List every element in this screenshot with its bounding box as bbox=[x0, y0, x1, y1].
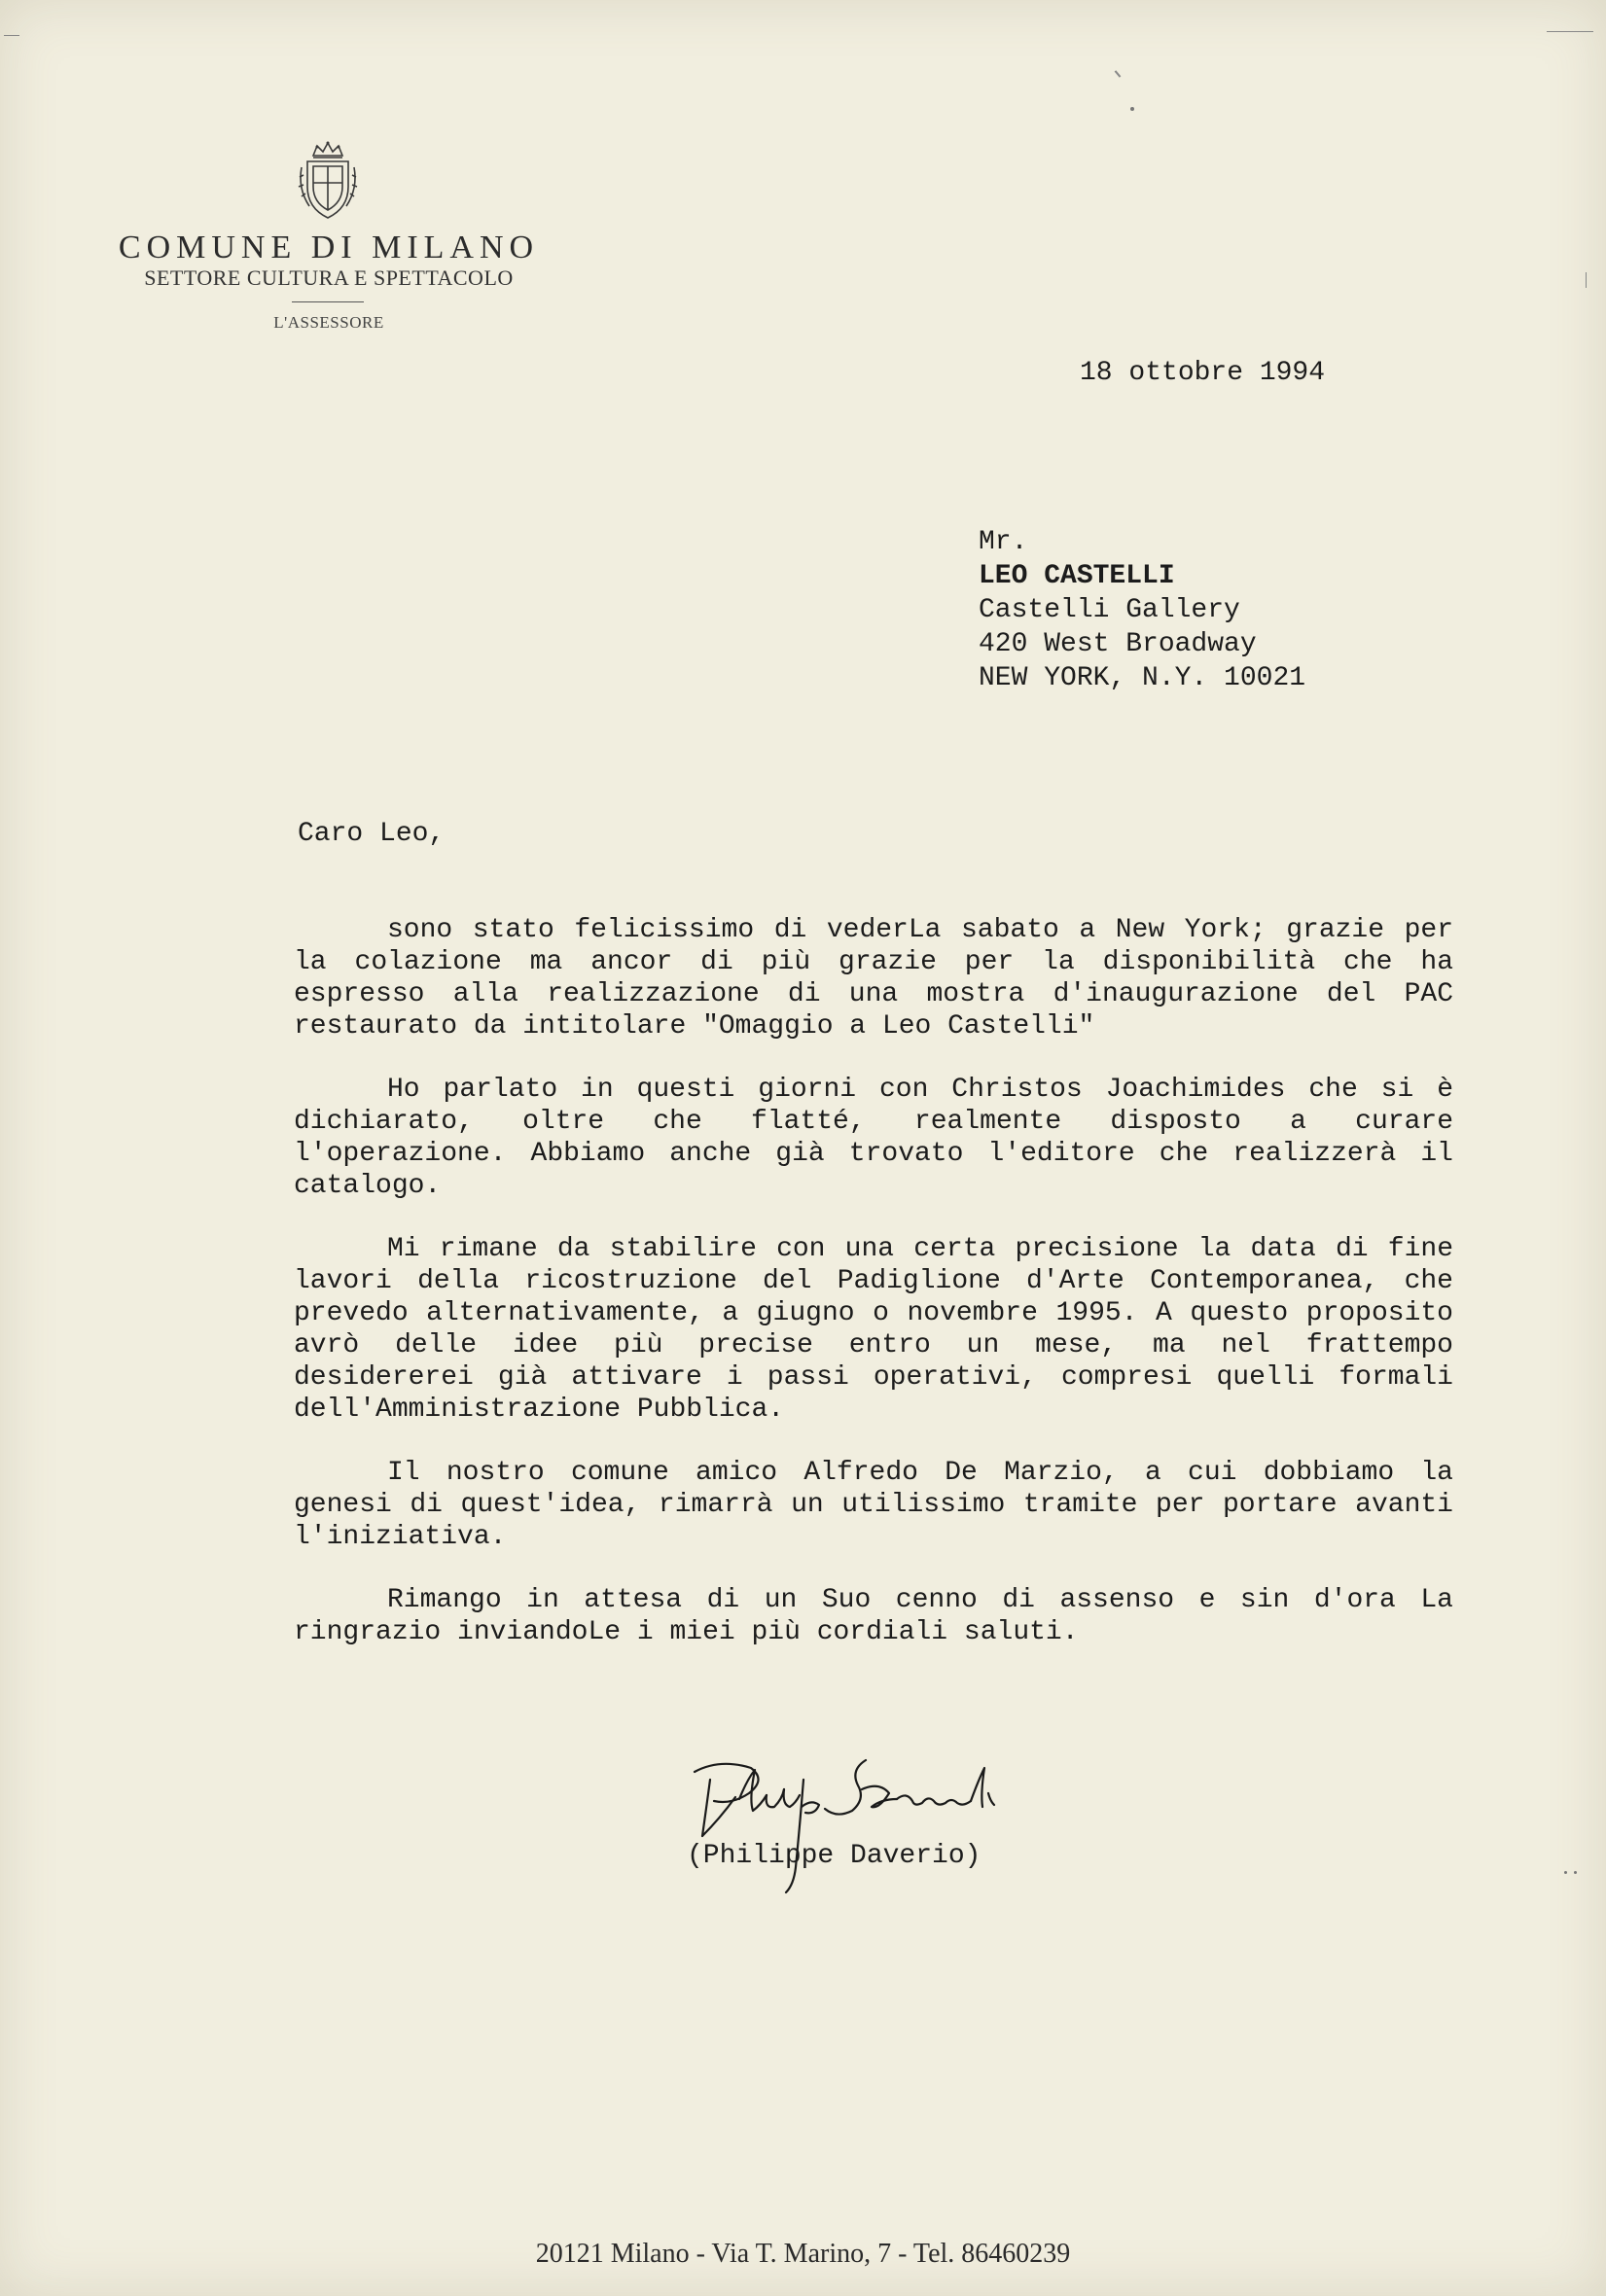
letterhead-divider bbox=[292, 301, 364, 302]
scan-speck bbox=[1130, 107, 1134, 111]
scan-speck bbox=[1574, 1871, 1577, 1874]
body-paragraph: sono stato felicissimo di vederLa sabato a New York; grazie per la colazione ma ancor di più grazie per la disponibilità che ha espresso alla realizzazione di una mostra d'inaugurazione del PAC restaurato da intitolare "Omaggio a Leo Castelli" bbox=[294, 915, 1453, 1042]
recipient-name: LEO CASTELLI bbox=[979, 561, 1175, 591]
scan-mark bbox=[1586, 272, 1587, 288]
letterhead-department: SETTORE CULTURA E SPETTACOLO bbox=[144, 265, 514, 290]
letterhead-footer-address: 20121 Milano - Via T. Marino, 7 - Tel. 86460239 bbox=[535, 2239, 1071, 2269]
recipient-street: 420 West Broadway bbox=[979, 629, 1257, 659]
recipient-address bbox=[979, 525, 1305, 695]
body-paragraph: Rimango in attesa di un Suo cenno di assenso e sin d'ora La ringrazio inviandoLe i miei più cordiali saluti. bbox=[294, 1585, 1453, 1647]
scan-mark bbox=[1115, 70, 1122, 77]
salutation: Caro Leo, bbox=[298, 819, 446, 849]
scan-mark bbox=[1547, 31, 1593, 32]
letter-date: 18 ottobre 1994 bbox=[1080, 358, 1326, 388]
typed-signature: (Philippe Daverio) bbox=[687, 1841, 981, 1871]
recipient-company: Castelli Gallery bbox=[979, 595, 1240, 625]
body-paragraph: Mi rimane da stabilire con una certa precisione la data di fine lavori della ricostruzione del Padiglione d'Arte Contemporanea, che prevedo alternativamente, a giugno o novembre 1995. A questo proposito avrò delle idee più precise entro un mese, ma nel frattempo desidererei già attivare i passi operativi, compresi quelli formali dell'Amministrazione Pubblica. bbox=[294, 1234, 1453, 1425]
letter-body bbox=[294, 914, 1453, 1679]
body-paragraph: Il nostro comune amico Alfredo De Marzio, a cui dobbiamo la genesi di quest'idea, rimarrà un utilissimo tramite per portare avanti l'iniziativa. bbox=[294, 1458, 1453, 1552]
scan-speck bbox=[1564, 1871, 1567, 1874]
letterhead-office: L'ASSESSORE bbox=[273, 313, 384, 332]
recipient-honorific: Mr. bbox=[979, 527, 1028, 557]
body-paragraph: Ho parlato in questi giorni con Christos Joachimides che si è dichiarato, oltre che flatté, realmente disposto a curare l'operazione. Abbiamo anche già trovato l'editore che realizzerà il catalogo. bbox=[294, 1075, 1453, 1201]
handwritten-signature bbox=[681, 1750, 1051, 1896]
recipient-city: NEW YORK, N.Y. 10021 bbox=[979, 663, 1306, 693]
letterhead-organization: COMUNE DI MILANO bbox=[118, 230, 540, 265]
city-coat-of-arms-icon bbox=[294, 138, 362, 222]
scan-mark bbox=[4, 35, 19, 36]
